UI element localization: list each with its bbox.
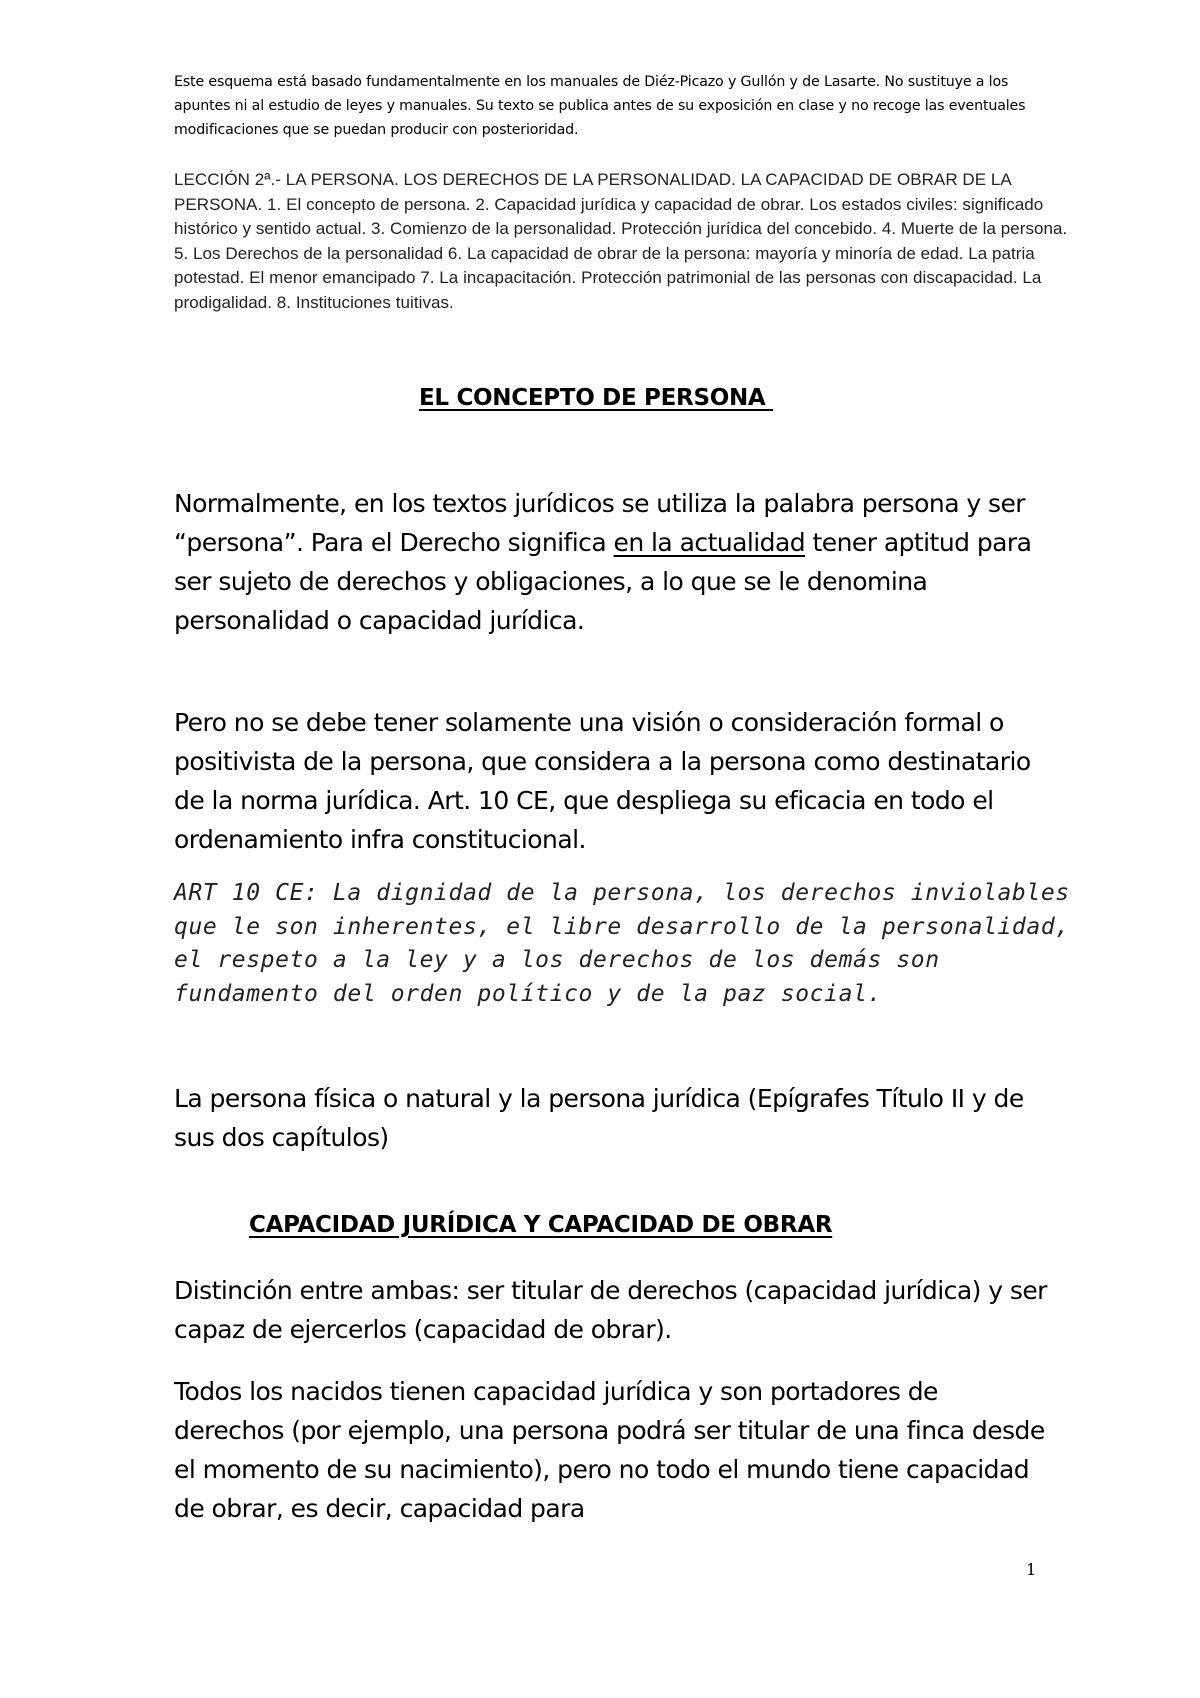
paragraph-vision-formal: Pero no se debe tener solamente una visión o consideración formal o positivista de la persona, que considera a la persona como destinatario de la norma jurídica. Art. 10 CE, que despliega su eficacia en todo el ordenamiento infra constitucional. [174, 708, 1031, 854]
paragraph-concepto-persona [174, 484, 1054, 640]
paragraph-todos-los-nacidos: Todos los nacidos tienen capacidad jurídica y son portadores de derechos (por ejemplo, una persona podrá ser titular de una finca desde el momento de su nacimiento), pero no todo el mundo tiene capacidad de obrar, es decir, capacidad para [174, 1377, 1045, 1523]
page-number: 1 [1026, 1560, 1037, 1579]
paragraph-text-start: Normalmente, en los textos jurídicos se utiliza la palabra persona y ser “persona”. Para el Derecho significa [174, 489, 1026, 557]
paragraph-distincion: Distinción entre ambas: ser titular de derechos (capacidad jurídica) y ser capaz de ejercerlos (capacidad de obrar). [174, 1276, 1047, 1344]
paragraph-persona-fisica-juridica: La persona física o natural y la persona jurídica (Epígrafes Título II y de sus dos capítulos) [174, 1084, 1024, 1152]
lesson-summary: LECCIÓN 2ª.- LA PERSONA. LOS DERECHOS DE LA PERSONALIDAD. LA CAPACIDAD DE OBRAR DE LA PERSONA. 1. El concepto de persona. 2. Capacidad jurídica y capacidad de obrar. Los estados civiles: significado histórico y sentido actual. 3. Comienzo de la personalidad. Protección jurídica del concebido. 4. Muerte de la persona. 5. Los Derechos de la personalidad 6. La capacidad de obrar de la persona: mayoría y minoría de edad. La patria potestad. El menor emancipado 7. La incapacitación. Protección patrimonial de las personas con discapacidad. La prodigalidad. 8. Instituciones tuitivas. [174, 170, 1068, 312]
paragraph-text-end: tener aptitud para ser sujeto de derechos y obligaciones, a lo que se le denomina personalidad o capacidad jurídica. [174, 528, 1032, 635]
quote-art-10-ce: ART 10 CE: La dignidad de la persona, los derechos inviolables que le son inherentes, el libre desarrollo de la personalidad, el respeto a la ley y a los derechos de los demás son fundamento del orden político y de la paz social. [174, 880, 1070, 1007]
underlined-phrase: en la actualidad [613, 528, 806, 557]
disclaimer-note: Este esquema está basado fundamentalmente en los manuales de Diéz-Picazo y Gullón y de Lasarte. No sustituye a los apuntes ni al estudio de leyes y manuales. Su texto se publica antes de su exposición en clase y no recoge las eventuales modificaciones que se puedan producir con posterioridad. [174, 74, 1026, 138]
section-heading-capacidad: CAPACIDAD JURÍDICA Y CAPACIDAD DE OBRAR [249, 1212, 833, 1238]
section-heading-concepto-persona: EL CONCEPTO DE PERSONA [419, 385, 774, 411]
